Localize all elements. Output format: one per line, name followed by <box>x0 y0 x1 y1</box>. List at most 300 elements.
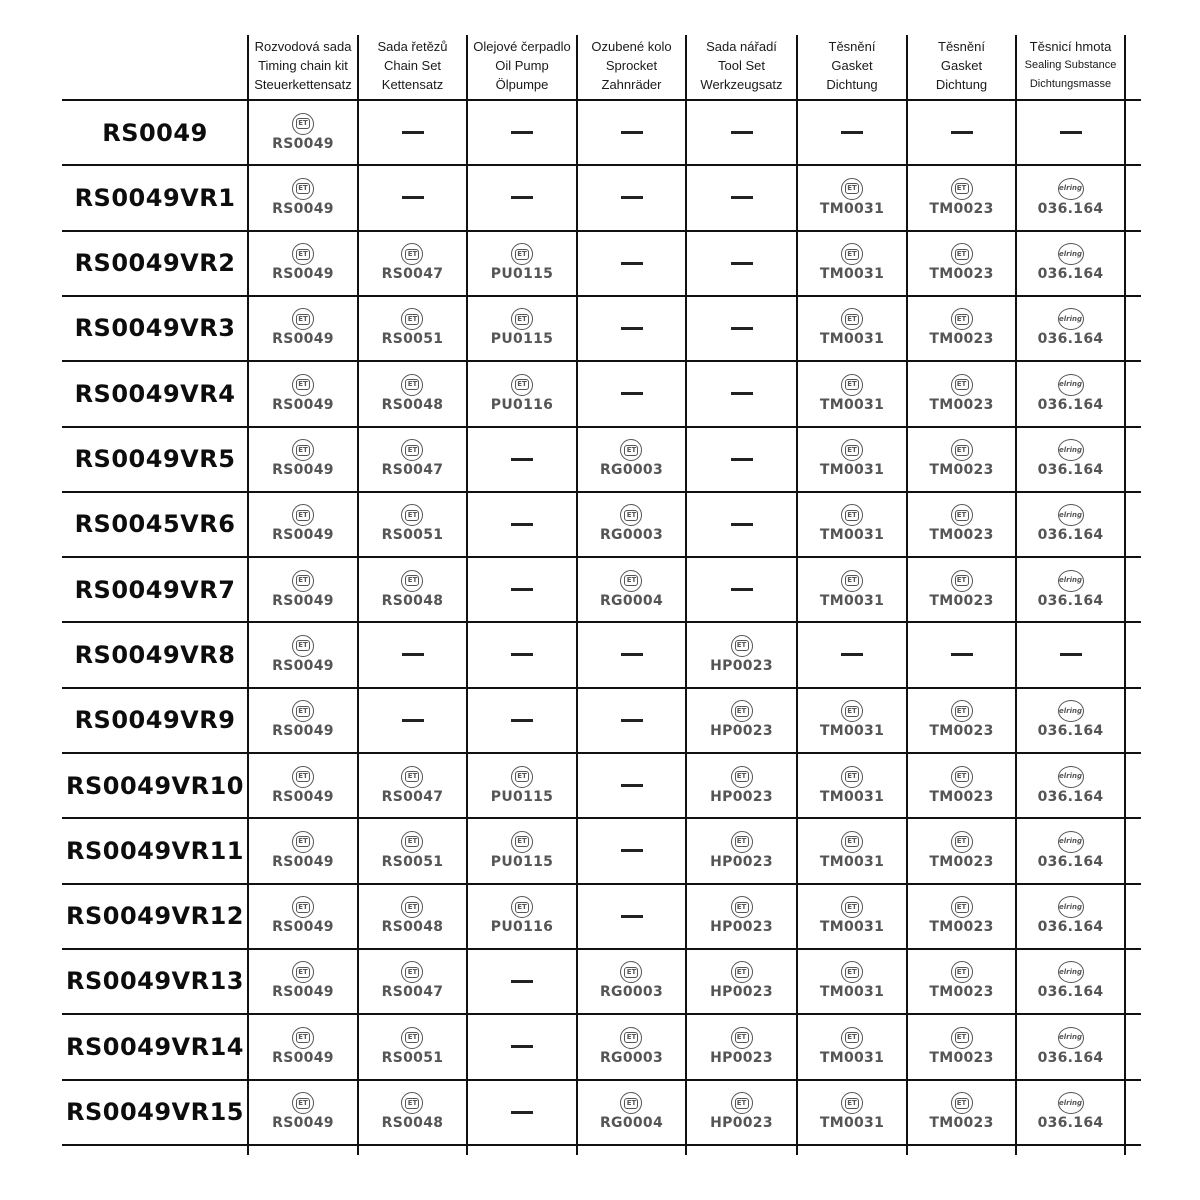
part-badge <box>272 113 334 153</box>
table-row <box>62 427 1141 492</box>
part-code: PU0115 <box>490 853 554 870</box>
table-cell <box>907 884 1016 949</box>
et-logo-text: ET <box>955 249 969 260</box>
part-badge <box>272 570 334 610</box>
column-header-1 <box>248 35 358 100</box>
table-cell <box>248 492 358 557</box>
part-code: TM0023 <box>929 592 994 609</box>
part-badge <box>929 1092 993 1132</box>
row-divider <box>62 556 1141 558</box>
elring-logo-icon <box>1058 896 1084 918</box>
table-cell <box>797 296 907 361</box>
column-header-2 <box>358 35 467 100</box>
et-logo-text: ET <box>405 771 419 782</box>
part-badge <box>1038 178 1104 218</box>
table-cell <box>577 557 686 622</box>
table-row <box>62 492 1141 557</box>
et-logo-text: ET <box>735 1032 749 1043</box>
not-applicable-dash <box>511 458 533 461</box>
not-applicable-dash <box>621 196 643 199</box>
et-logo-icon <box>511 243 533 265</box>
table-cell <box>467 231 577 296</box>
elring-logo-text: elring <box>1059 380 1082 389</box>
et-logo-text: ET <box>955 314 969 325</box>
et-logo-text: ET <box>405 836 419 847</box>
et-logo-icon <box>292 113 314 135</box>
et-logo-icon <box>401 243 423 265</box>
table-cell <box>797 231 907 296</box>
part-badge <box>1038 308 1104 348</box>
et-logo-text: ET <box>296 314 310 325</box>
table-cell <box>1016 361 1125 426</box>
et-logo-text: ET <box>296 640 310 651</box>
et-logo-icon <box>292 1027 314 1049</box>
et-logo-icon <box>841 766 863 788</box>
table-cell <box>248 296 358 361</box>
part-badge <box>929 308 993 348</box>
part-code: RG0003 <box>599 462 664 478</box>
row-divider <box>62 164 1141 166</box>
column-header-5 <box>686 35 797 100</box>
et-logo-icon <box>292 831 314 853</box>
table-cell <box>358 296 467 361</box>
et-logo-text: ET <box>955 836 969 847</box>
part-code: RS0051 <box>381 331 444 348</box>
part-code: HP0023 <box>710 1049 773 1066</box>
et-logo-icon <box>292 243 314 265</box>
et-logo-text: ET <box>955 706 969 717</box>
part-code: TM0023 <box>929 462 994 478</box>
et-logo-text: ET <box>845 706 859 717</box>
part-code: RG0003 <box>599 527 664 544</box>
table-cell <box>467 492 577 557</box>
row-divider <box>62 621 1141 623</box>
part-code: RS0049 <box>272 396 334 413</box>
part-badge <box>272 635 334 675</box>
table-cell <box>467 1080 577 1145</box>
part-code: 036.164 <box>1037 592 1104 609</box>
elring-logo-text: elring <box>1059 706 1082 715</box>
table-cell <box>248 688 358 753</box>
elring-logo-icon <box>1058 504 1084 526</box>
et-logo-text: ET <box>296 706 310 717</box>
et-logo-icon <box>841 308 863 330</box>
row-label: RS0049VR1 <box>74 183 236 212</box>
table-cell <box>577 165 686 230</box>
part-code: PU0115 <box>490 331 554 348</box>
not-applicable-dash <box>1060 131 1082 134</box>
et-logo-icon <box>841 896 863 918</box>
part-code: TM0023 <box>929 396 994 413</box>
not-applicable-dash <box>731 196 753 199</box>
et-logo-icon <box>951 570 973 592</box>
elring-logo-text: elring <box>1059 837 1082 846</box>
table-cell <box>1016 100 1125 165</box>
part-code: PU0115 <box>490 266 554 283</box>
elring-logo-text: elring <box>1059 902 1082 911</box>
part-code: 036.164 <box>1037 462 1104 478</box>
column-header-line: Olejové čerpadlo <box>473 39 571 54</box>
table-cell <box>358 622 467 687</box>
et-logo-icon <box>401 439 423 461</box>
part-badge <box>820 1092 884 1132</box>
table-cell <box>1016 622 1125 687</box>
part-code: TM0031 <box>819 1115 885 1131</box>
row-label: RS0049 <box>102 118 208 147</box>
part-badge <box>820 1027 884 1067</box>
et-logo-text: ET <box>405 967 419 978</box>
not-applicable-dash <box>621 131 643 134</box>
et-logo-icon <box>292 178 314 200</box>
column-header-line: Werkzeugsatz <box>700 77 783 92</box>
not-applicable-dash <box>402 131 424 134</box>
part-code: TM0031 <box>819 396 885 413</box>
part-code: HP0023 <box>710 657 773 674</box>
table-cell <box>797 753 907 818</box>
et-logo-icon <box>620 504 642 526</box>
part-code: RS0049 <box>272 723 334 740</box>
part-badge <box>272 178 334 218</box>
et-logo-text: ET <box>955 510 969 521</box>
et-logo-text: ET <box>405 1098 419 1109</box>
part-badge <box>272 504 334 544</box>
et-logo-text: ET <box>845 967 859 978</box>
not-applicable-dash <box>731 392 753 395</box>
part-badge <box>820 308 884 348</box>
et-logo-icon <box>292 961 314 983</box>
table-cell <box>907 557 1016 622</box>
part-code: RS0049 <box>272 462 334 478</box>
et-logo-text: ET <box>845 1032 859 1043</box>
et-logo-icon <box>951 243 973 265</box>
part-code: TM0031 <box>819 200 885 217</box>
elring-logo-text: elring <box>1059 510 1082 519</box>
part-code: RS0049 <box>272 200 334 217</box>
et-logo-text: ET <box>735 836 749 847</box>
et-logo-text: ET <box>296 183 310 194</box>
et-logo-text: ET <box>955 1032 969 1043</box>
elring-logo-text: elring <box>1059 967 1082 976</box>
table-cell <box>248 361 358 426</box>
part-badge <box>272 1027 334 1067</box>
part-code: RS0048 <box>381 396 444 413</box>
et-logo-icon <box>620 1092 642 1114</box>
part-badge <box>272 1092 334 1132</box>
part-code: 036.164 <box>1037 853 1104 870</box>
table-cell <box>797 361 907 426</box>
table-cell <box>577 884 686 949</box>
column-header-line: Gasket <box>831 58 873 73</box>
part-code: HP0023 <box>710 1115 773 1131</box>
table-cell <box>1016 231 1125 296</box>
et-logo-text: ET <box>515 314 529 325</box>
et-logo-text: ET <box>515 771 529 782</box>
et-logo-icon <box>620 439 642 461</box>
part-code: 036.164 <box>1037 1115 1104 1131</box>
table-cell <box>907 818 1016 883</box>
table-cell <box>907 231 1016 296</box>
part-badge <box>600 504 663 544</box>
column-divider <box>1124 35 1126 1155</box>
not-applicable-dash <box>511 588 533 591</box>
table-row <box>62 557 1141 622</box>
et-logo-icon <box>401 1027 423 1049</box>
table-cell <box>248 1014 358 1079</box>
table-cell <box>467 688 577 753</box>
row-label: RS0049VR2 <box>74 249 236 278</box>
elring-logo-text: elring <box>1059 445 1082 454</box>
et-logo-icon <box>731 1027 753 1049</box>
table-cell <box>577 1080 686 1145</box>
et-logo-icon <box>951 308 973 330</box>
table-cell <box>358 818 467 883</box>
et-logo-icon <box>841 243 863 265</box>
part-code: RS0049 <box>272 135 334 152</box>
column-header-line: Dichtung <box>935 77 988 92</box>
et-logo-text: ET <box>845 1098 859 1109</box>
et-logo-text: ET <box>296 1098 310 1109</box>
not-applicable-dash <box>841 653 863 656</box>
part-badge <box>272 243 334 283</box>
part-badge <box>600 570 663 610</box>
table-cell <box>358 688 467 753</box>
part-code: TM0023 <box>929 266 994 283</box>
part-code: TM0031 <box>819 919 885 936</box>
et-logo-text: ET <box>955 967 969 978</box>
part-badge <box>929 766 993 806</box>
part-code: TM0031 <box>819 1049 885 1066</box>
et-logo-text: ET <box>735 640 749 651</box>
table-cell <box>577 492 686 557</box>
part-code: 036.164 <box>1037 723 1104 740</box>
part-code: PU0116 <box>490 919 554 936</box>
table-cell <box>577 949 686 1014</box>
not-applicable-dash <box>511 131 533 134</box>
row-divider <box>62 1013 1141 1015</box>
row-label: RS0049VR7 <box>74 575 236 604</box>
table-cell <box>467 165 577 230</box>
et-logo-text: ET <box>296 967 310 978</box>
column-header-line: Kettensatz <box>381 77 444 92</box>
table-cell <box>907 361 1016 426</box>
table-cell <box>577 622 686 687</box>
part-code: HP0023 <box>710 853 773 870</box>
part-code: RS0049 <box>272 1049 334 1066</box>
table-cell <box>686 622 797 687</box>
table-cell <box>358 557 467 622</box>
part-badge <box>382 308 444 348</box>
not-applicable-dash <box>1060 653 1082 656</box>
part-code: 036.164 <box>1037 396 1104 413</box>
part-code: RS0051 <box>381 853 444 870</box>
part-badge <box>1038 439 1104 479</box>
et-logo-icon <box>292 570 314 592</box>
part-code: TM0031 <box>819 592 885 609</box>
et-logo-text: ET <box>296 902 310 913</box>
et-logo-icon <box>951 1027 973 1049</box>
elring-logo-icon <box>1058 308 1084 330</box>
part-code: TM0031 <box>819 331 885 348</box>
part-code: RS0047 <box>381 462 444 478</box>
part-code: RS0048 <box>381 592 444 609</box>
et-logo-icon <box>292 374 314 396</box>
et-logo-icon <box>401 961 423 983</box>
part-code: TM0031 <box>819 266 885 283</box>
elring-logo-icon <box>1058 439 1084 461</box>
column-header-7 <box>907 35 1016 100</box>
column-header-line: Oil Pump <box>495 58 549 73</box>
et-logo-text: ET <box>845 771 859 782</box>
et-logo-icon <box>841 178 863 200</box>
table-cell <box>467 100 577 165</box>
table-cell <box>686 688 797 753</box>
part-code: HP0023 <box>710 788 773 805</box>
column-divider <box>796 35 798 1155</box>
et-logo-text: ET <box>845 314 859 325</box>
table-cell <box>358 949 467 1014</box>
not-applicable-dash <box>511 653 533 656</box>
et-logo-icon <box>620 1027 642 1049</box>
et-logo-icon <box>401 308 423 330</box>
part-badge <box>1038 570 1104 610</box>
row-divider <box>62 687 1141 689</box>
et-logo-text: ET <box>845 183 859 194</box>
elring-logo-icon <box>1058 961 1084 983</box>
et-logo-text: ET <box>955 771 969 782</box>
part-badge <box>820 374 884 414</box>
table-cell <box>797 949 907 1014</box>
row-label: RS0049VR4 <box>74 379 236 408</box>
et-logo-text: ET <box>845 379 859 390</box>
part-badge <box>929 896 993 936</box>
part-badge <box>710 831 773 871</box>
et-logo-text: ET <box>405 575 419 586</box>
not-applicable-dash <box>402 196 424 199</box>
table-cell <box>1016 1014 1125 1079</box>
row-label: RS0045VR6 <box>74 510 236 539</box>
et-logo-icon <box>292 1092 314 1114</box>
column-header-3 <box>467 35 577 100</box>
table-cell <box>1016 427 1125 492</box>
table-cell <box>358 165 467 230</box>
et-logo-text: ET <box>624 1098 638 1109</box>
table-cell <box>1016 949 1125 1014</box>
row-divider <box>62 230 1141 232</box>
et-logo-text: ET <box>296 379 310 390</box>
elring-logo-icon <box>1058 700 1084 722</box>
part-code: TM0023 <box>929 1049 994 1066</box>
table-cell <box>686 884 797 949</box>
part-code: TM0031 <box>819 788 885 805</box>
row-divider <box>62 491 1141 493</box>
elring-logo-icon <box>1058 831 1084 853</box>
table-cell <box>686 1080 797 1145</box>
part-badge <box>272 831 334 871</box>
table-cell <box>797 622 907 687</box>
part-badge <box>820 570 884 610</box>
elring-logo-text: elring <box>1059 249 1082 258</box>
et-logo-icon <box>401 766 423 788</box>
part-badge <box>382 961 444 1001</box>
part-badge <box>272 700 334 740</box>
et-logo-text: ET <box>624 967 638 978</box>
table-cell <box>1016 492 1125 557</box>
elring-logo-icon <box>1058 1092 1084 1114</box>
et-logo-icon <box>731 700 753 722</box>
et-logo-icon <box>951 896 973 918</box>
et-logo-text: ET <box>515 836 529 847</box>
part-badge <box>1038 243 1104 283</box>
table-cell <box>577 753 686 818</box>
et-logo-icon <box>511 766 533 788</box>
table-row <box>62 361 1141 426</box>
parts-compatibility-table <box>62 35 1141 1155</box>
table-cell <box>907 753 1016 818</box>
table-row <box>62 818 1141 883</box>
et-logo-text: ET <box>955 445 969 456</box>
et-logo-icon <box>511 896 533 918</box>
et-logo-icon <box>841 570 863 592</box>
part-code: TM0031 <box>819 853 885 870</box>
table-cell <box>907 100 1016 165</box>
column-header-6 <box>797 35 907 100</box>
table-cell <box>686 818 797 883</box>
et-logo-icon <box>841 831 863 853</box>
part-badge <box>710 1092 773 1132</box>
table-cell <box>577 296 686 361</box>
part-badge <box>929 504 993 544</box>
not-applicable-dash <box>511 1111 533 1114</box>
table-cell <box>686 361 797 426</box>
part-code: RG0003 <box>599 1049 664 1066</box>
part-badge <box>272 308 334 348</box>
part-badge <box>820 766 884 806</box>
not-applicable-dash <box>621 392 643 395</box>
et-logo-icon <box>841 439 863 461</box>
et-logo-text: ET <box>845 575 859 586</box>
et-logo-icon <box>951 439 973 461</box>
et-logo-icon <box>841 1027 863 1049</box>
table-cell <box>577 1014 686 1079</box>
not-applicable-dash <box>841 131 863 134</box>
column-divider <box>576 35 578 1155</box>
part-code: RS0049 <box>272 788 334 805</box>
et-logo-text: ET <box>845 836 859 847</box>
table-cell <box>467 361 577 426</box>
elring-logo-icon <box>1058 374 1084 396</box>
part-code: TM0023 <box>929 331 994 348</box>
part-badge <box>382 766 444 806</box>
table-cell <box>358 492 467 557</box>
elring-logo-text: elring <box>1059 772 1082 780</box>
part-code: TM0031 <box>819 527 885 544</box>
table-cell <box>797 688 907 753</box>
et-logo-icon <box>951 178 973 200</box>
table-cell <box>358 753 467 818</box>
part-badge <box>929 570 993 610</box>
column-header-line: Těsnění <box>938 39 985 54</box>
part-code: TM0023 <box>929 853 994 870</box>
table-cell <box>577 427 686 492</box>
column-header-line: Ozubené kolo <box>591 39 672 54</box>
part-badge <box>820 831 884 871</box>
elring-logo-icon <box>1058 243 1084 265</box>
not-applicable-dash <box>731 458 753 461</box>
et-logo-icon <box>511 308 533 330</box>
part-badge <box>929 1027 993 1067</box>
part-code: RS0048 <box>381 919 444 936</box>
table-cell <box>1016 165 1125 230</box>
